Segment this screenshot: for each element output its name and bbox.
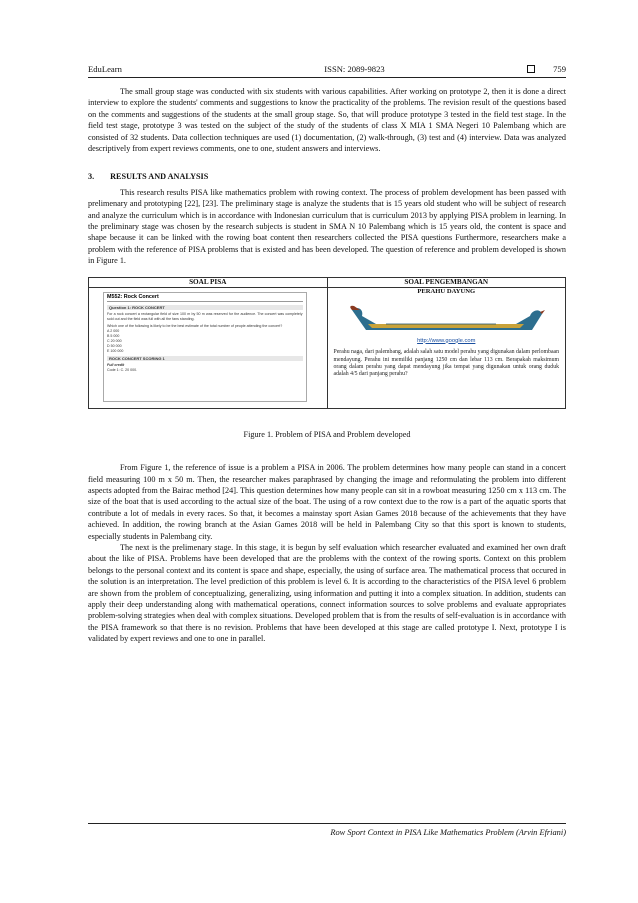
running-header bbox=[88, 62, 566, 76]
paragraph-small-group: The small group stage was conducted with six students with various capabilities. After working on prototype 2, then it is done a direct interview to explore the students' comments and suggestions to know the practicality of the problems. The revision result of the questions based on the comments and suggestions of the students at the small group stage. So, that will produce prototype 3 tested in the field test stage. In the field test stage, prototype 3 was tested on the subject of the study of the students of class X MIA 1 SMA Negeri 10 Palembang which are consisted of 32 students. Data collection techniques are used (1) documentation, (2) walk-through, (3) test and (4) interview. Data was analyzed descriptively from expert reviews comments, one to one, student answers and interviews. bbox=[88, 87, 566, 154]
figure-right-panel bbox=[327, 278, 566, 408]
journal-name: EduLearn bbox=[88, 64, 122, 74]
pisa-scoring: ROCK CONCERT SCORING 1 bbox=[107, 356, 303, 361]
checkbox-icon bbox=[527, 65, 535, 73]
figure-1 bbox=[88, 277, 566, 409]
dragon-boat-image bbox=[346, 304, 546, 336]
pisa-option: E 100 000 bbox=[107, 348, 124, 353]
figure-right-subheader: PERAHU DAYUNG bbox=[417, 287, 476, 295]
paragraph-figure-discussion: From Figure 1, the reference of issue is a problem a PISA in 2006. The problem determines how many people can stand in a concert field measuring 100 m x 50 m. Then, the researcher makes paraphrased by changing the image and reformulating the problem into different aspects adopted from the Bairac method [24]. This question determines how many people can sit in a rowboat measuring 1250 cm x 113 cm. The size of the boat that is used according to the actual size of the boat. The using of a row context due to the row is a part of the aquatic sports that contribute a lot of medals in every races. So that, it becomes a mainstay sport Asian Games 2018 because of the achievements that they have achieved. In addition, the rowing branch at the Asian Games 2018 will be held in Palembang City so that this sport is known to students, especially students in Palembang city. bbox=[88, 463, 566, 541]
header-right bbox=[527, 64, 566, 74]
figure-caption: Figure 1. Problem of PISA and Problem developed bbox=[243, 429, 411, 439]
developed-problem-text: Perahu naga, dari palembang, adalah salah satu model perahu yang digunakan dalam perlombaan mendayung. Perahu ini memiliki panjang 1250 cm dan lebar 113 cm. Berapakah maksimum orang dalam perahu yang dapat mendayung jika tempat yang digunakan untuk orang duduk adalah 4/5 dari panjang perahu? bbox=[333, 349, 559, 378]
pisa-title: M552: Rock Concert bbox=[107, 295, 303, 302]
issn: ISSN: 2089-9823 bbox=[324, 64, 385, 74]
paragraph-results: This research results PISA like mathematics problem with rowing context. The process of problem development has been passed with prelimenary and prototyping [22], [23]. The preliminary stage is analyze the students that is 15 years old student who will be subject of research and analyze the curriculum which is in accordance with Indonesian curriculum that is curriculum 2013 by applying PISA problem in learning. In the preliminary stage was chosen by the research subjects is student in SMA N 10 Palembang which is 15 years old, the content is space and shape because it can be linked with the rowing boat content then researchers collected the PISA questions Furthermore, researchers make a problem with the reference of PISA problems that is existed and has been developed. The question of reference and problem developed is shown in Figure 1. bbox=[88, 187, 566, 266]
section-title: RESULTS AND ANALYSIS bbox=[110, 172, 209, 182]
pisa-question-label: Question 1: ROCK CONCERT bbox=[107, 305, 303, 310]
pisa-text: For a rock concert a rectangular field of size 100 m by 50 m was reserved for the audience. The concert was completely sold out and the field was full with all the fans standing. bbox=[107, 311, 303, 321]
pisa-option: D 50 000 bbox=[107, 343, 122, 348]
figure-left-header: SOAL PISA bbox=[89, 278, 327, 288]
pisa-option: C 20 000 bbox=[107, 338, 122, 343]
pisa-option: B 5 000 bbox=[107, 333, 120, 338]
pisa-full-credit: Full credit bbox=[107, 362, 125, 367]
boat-trim bbox=[368, 324, 524, 328]
running-footer: Row Sport Context in PISA Like Mathematics Problem (Arvin Efriani) bbox=[330, 828, 566, 837]
header-rule bbox=[88, 77, 566, 78]
pisa-option: A 2 000 bbox=[107, 328, 120, 333]
dragon-head bbox=[351, 305, 361, 309]
pisa-problem-image bbox=[103, 292, 307, 402]
section-heading bbox=[88, 171, 566, 182]
figure-left-panel bbox=[89, 278, 327, 408]
pisa-code: Code 1: C. 20 000. bbox=[107, 367, 138, 372]
pisa-prompt: Which one of the following is likely to be the best estimate of the total number of people attending the concert? bbox=[107, 323, 283, 328]
image-source-link[interactable]: http://www.google.com bbox=[417, 337, 476, 344]
section-number: 3. bbox=[88, 172, 95, 182]
page-number: 759 bbox=[553, 64, 566, 74]
footer-rule bbox=[88, 823, 566, 824]
figure-right-header: SOAL PENGEMBANGAN bbox=[328, 278, 566, 288]
body-text bbox=[88, 86, 566, 645]
paragraph-prelimenary: The next is the prelimenary stage. In this stage, it is begun by self evaluation which researcher evaluated and examined her own draft about the like of PISA. Problems have been developed that are the problems with the context of the rowing sports. Context on this problem belongs to the personal context and its content is space and shape, especially, the using of surface area. The mathematical process that occured in the solution is an interpretation. The level prediction of this problem is level 6. It is according to the characteristics of the PISA level 6 problem are shown from the problem of conceptualizing, generalizing, using information and putting it into a complex situation. In addition, students can apply their deep understanding along with mathematical operations, connect information sources to solve problems and evaluate appropriates problem-solving strategies when deal with complex situations. Developed problem that is from the results of self-evaluation is in accordance with the PISA framework so that there is no revision. Problems that have been developed at this stage are called prototype I. Next, prototype I is validated by expert reviews and one to one in parallel. bbox=[88, 542, 566, 644]
